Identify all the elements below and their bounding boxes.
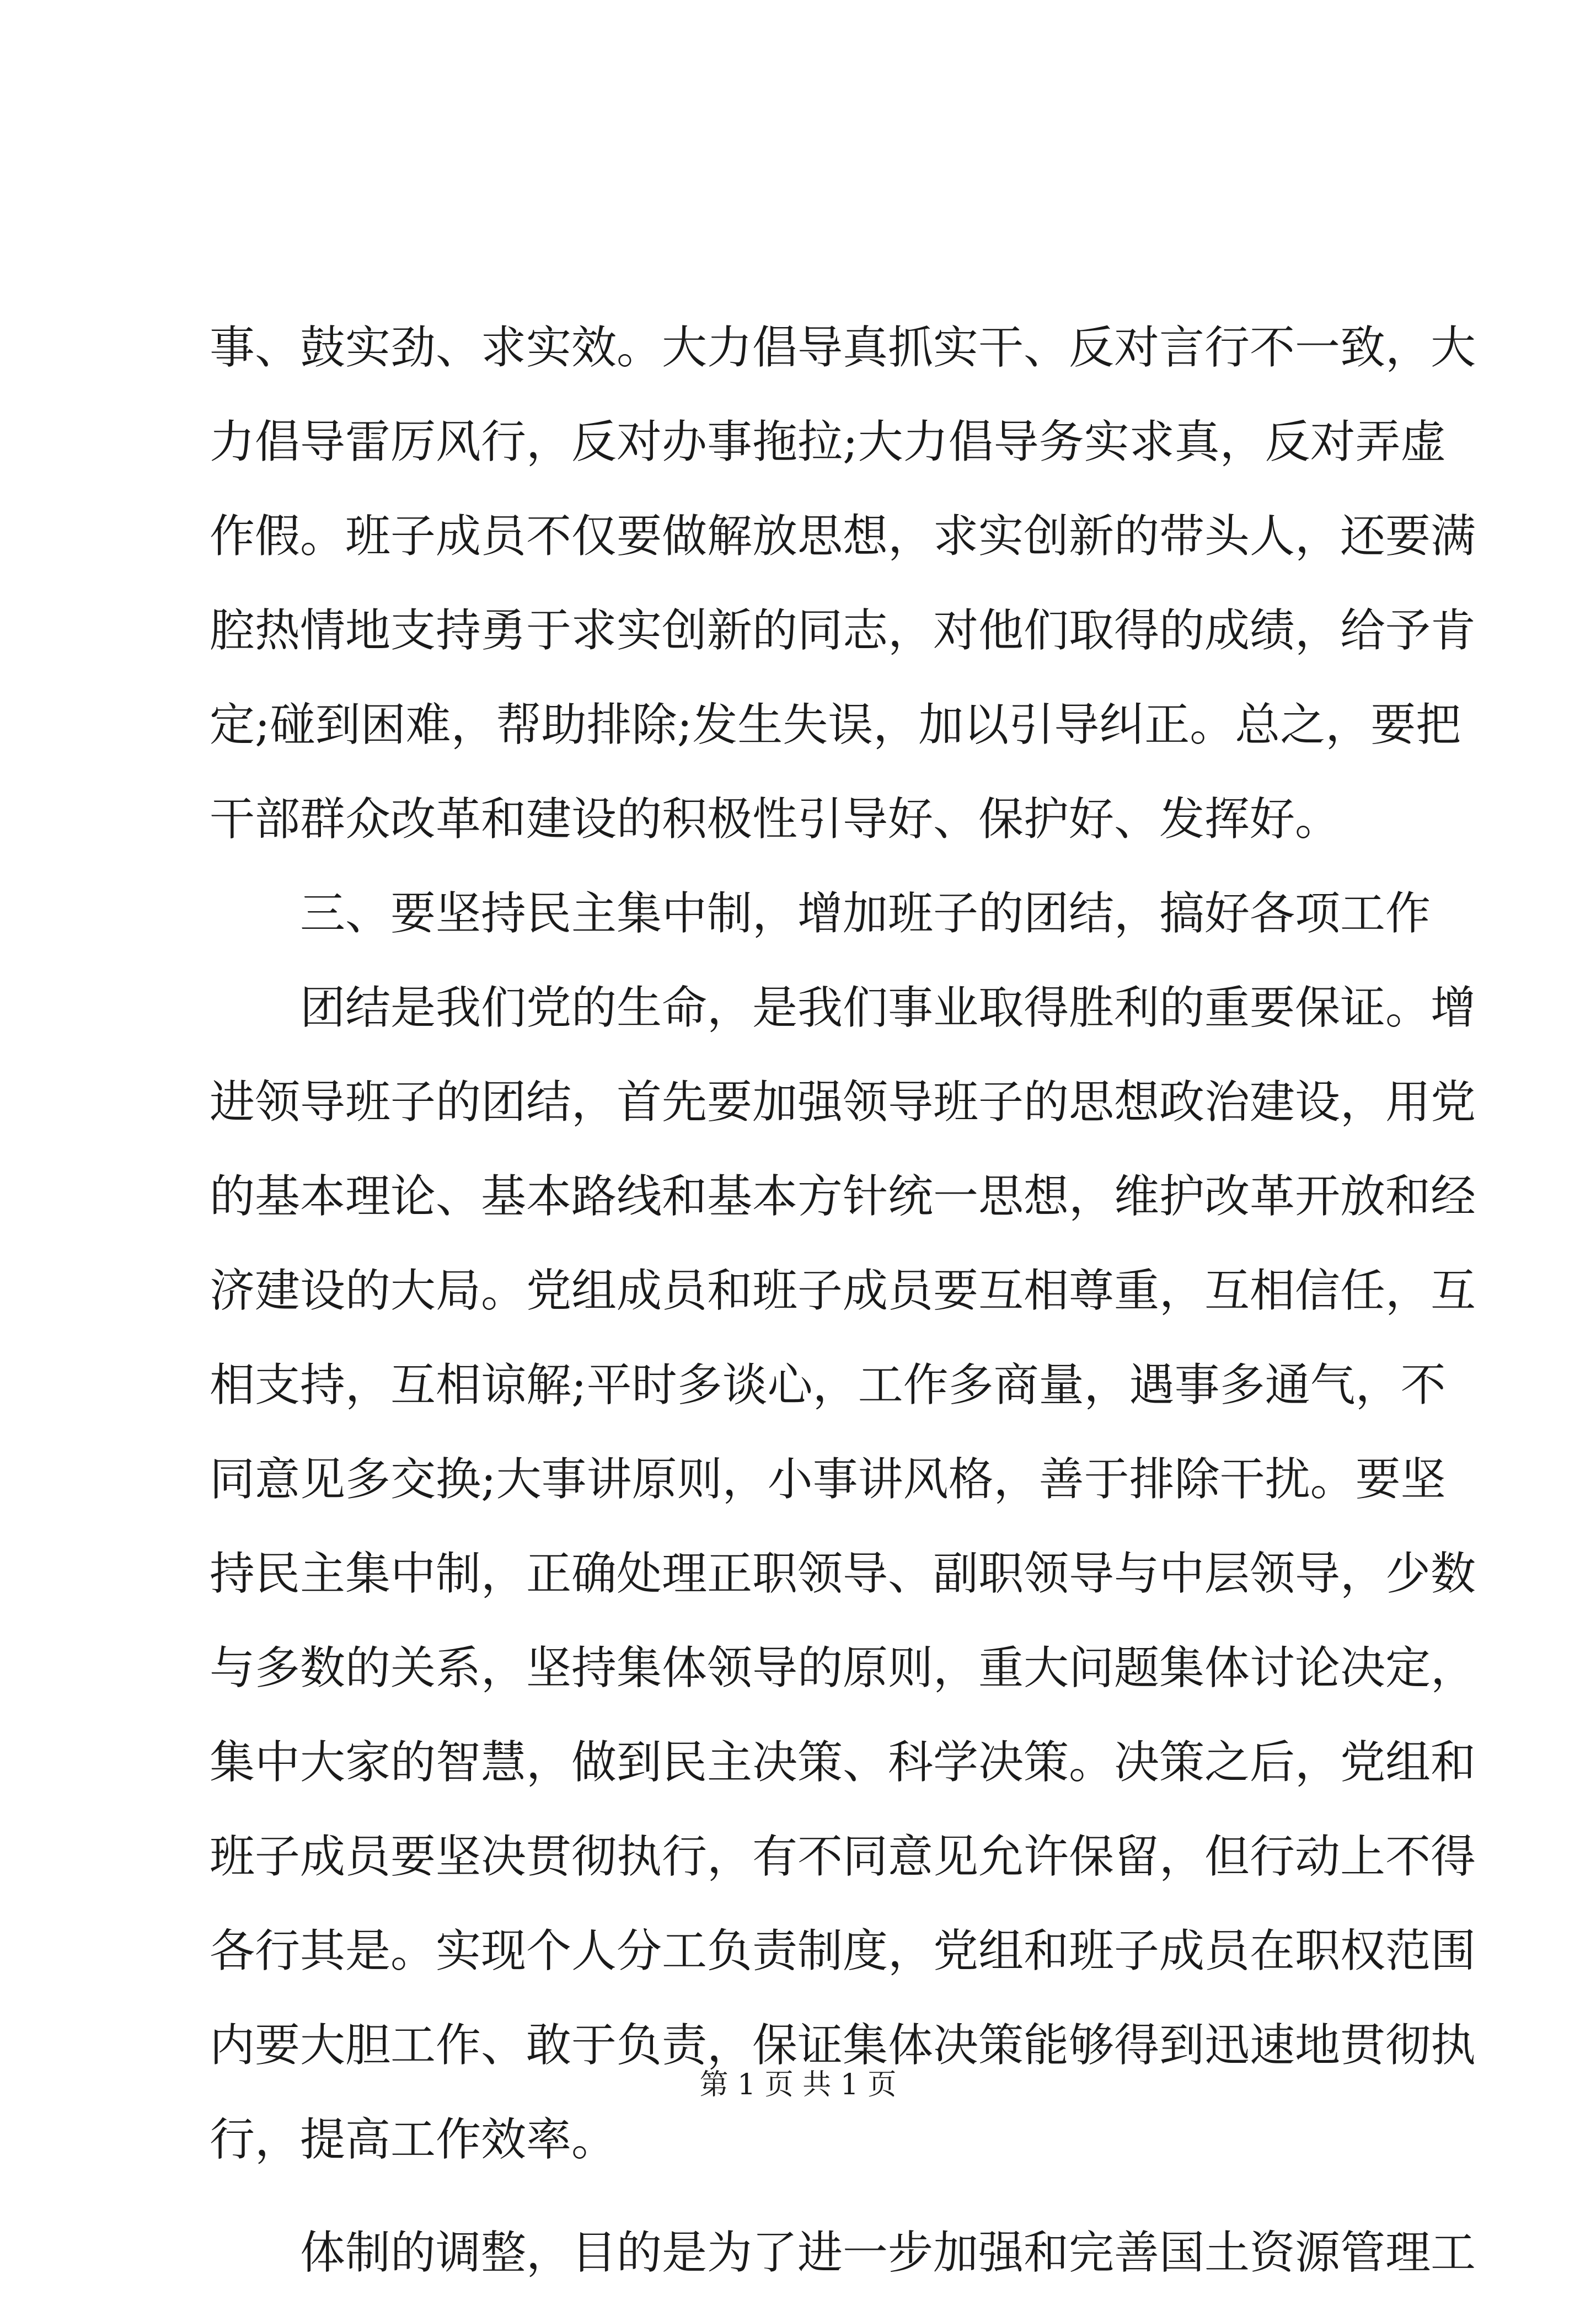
paragraph-first-line: 体制的调整，目的是为了进一步加强和完善国土资源管理工: [300, 2227, 1476, 2279]
document-body: [210, 301, 1476, 2300]
text-line: 干部群众改革和建设的积极性引导好、保护好、发挥好。: [210, 793, 1341, 846]
text-line: 济建设的大局。党组成员和班子成员要互相尊重，互相信任，互: [210, 1265, 1476, 1317]
paragraph-gap: [210, 2187, 1390, 2206]
text-line: 集中大家的智慧，做到民主决策、科学决策。决策之后，党组和: [210, 1736, 1476, 1789]
text-line: 各行其是。实现个人分工负责制度，党组和班子成员在职权范围: [210, 1925, 1476, 1977]
paragraph-first-line: 团结是我们党的生命，是我们事业取得胜利的重要保证。增: [300, 982, 1476, 1034]
text-line: 内要大胆工作、敢于负责，保证集体决策能够得到迅速地贯彻执: [210, 2019, 1476, 2072]
text-line: 的基本理论、基本路线和基本方针统一思想，维护改革开放和经: [210, 1170, 1476, 1223]
text-line: 定;碰到困难，帮助排除;发生失误，加以引导纠正。总之，要把: [210, 699, 1461, 751]
text-line: 班子成员要坚决贯彻执行，有不同意见允许保留，但行动上不得: [210, 1831, 1476, 1883]
text-line: 与多数的关系，坚持集体领导的原则，重大问题集体讨论决定，: [210, 1642, 1476, 1694]
text-line: 进领导班子的团结，首先要加强领导班子的思想政治建设，用党: [210, 1076, 1476, 1128]
text-line: 力倡导雷厉风行，反对办事拖拉;大力倡导务实求真，反对弄虚: [210, 416, 1446, 468]
text-line: 相支持，互相谅解;平时多谈心，工作多商量，遇事多通气，不: [210, 1359, 1446, 1411]
text-line: 持民主集中制，正确处理正职领导、副职领导与中层领导，少数: [210, 1548, 1476, 1600]
text-line: 行，提高工作效率。: [210, 2114, 617, 2166]
text-line: 事、鼓实劲、求实效。大力倡导真抓实干、反对言行不一致，大: [210, 322, 1476, 374]
page-footer: 第 1 页 共 1 页: [699, 2068, 897, 2101]
text-line: 作假。班子成员不仅要做解放思想，求实创新的带头人，还要满: [210, 510, 1476, 563]
text-line: 同意见多交换;大事讲原则，小事讲风格，善于排除干扰。要坚: [210, 1453, 1446, 1506]
text-line: 腔热情地支持勇于求实创新的同志，对他们取得的成绩，给予肯: [210, 605, 1476, 657]
section-heading: 三、要坚持民主集中制，增加班子的团结，搞好各项工作: [300, 887, 1431, 940]
